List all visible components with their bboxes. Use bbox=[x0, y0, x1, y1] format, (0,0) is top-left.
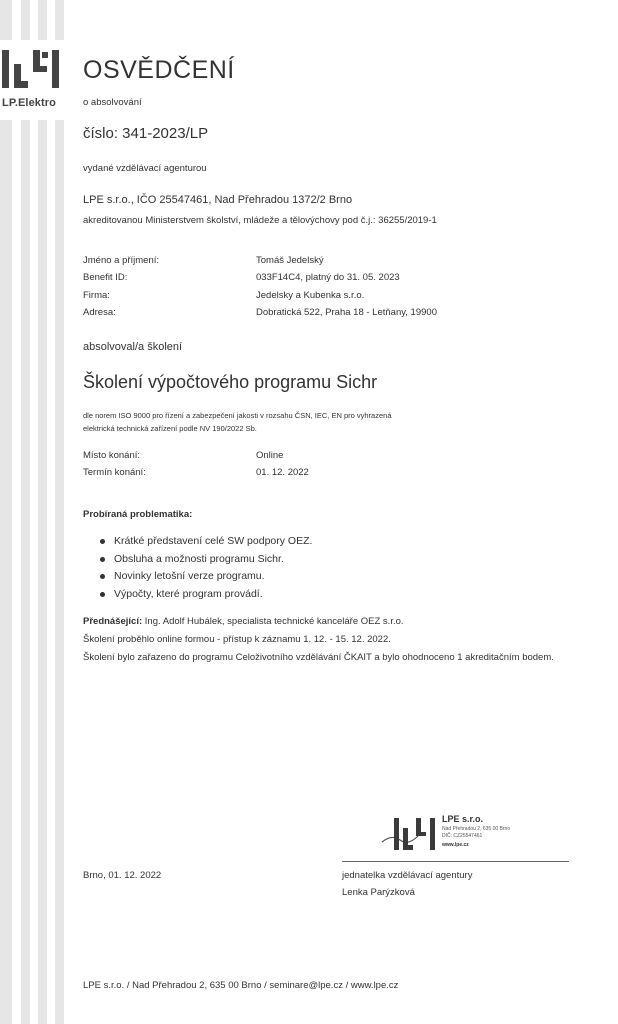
list-item: Novinky letošní verze programu. bbox=[100, 570, 312, 588]
topics-list bbox=[100, 535, 312, 605]
stamp-company: LPE s.r.o. bbox=[442, 814, 484, 824]
place-value: Online bbox=[256, 450, 284, 461]
list-item: Obsluha a možnosti programu Sichr. bbox=[100, 553, 312, 571]
lecturer-label: Přednášející: bbox=[83, 616, 143, 627]
norms-line-1: dle norem ISO 9000 pro řízení a zabezpečení jakosti v rozsahu ČSN, IEC, EN pro vyhrazená bbox=[83, 411, 392, 420]
signatory-name: Lenka Parýzková bbox=[342, 887, 415, 898]
signatory-role: jednatelka vzdělávací agentury bbox=[342, 870, 473, 881]
company-stamp bbox=[380, 812, 550, 856]
benefit-label: Benefit ID: bbox=[83, 272, 128, 283]
date-value: 01. 12. 2022 bbox=[256, 467, 309, 478]
date-label: Termín konání: bbox=[83, 467, 146, 478]
benefit-value: 033F14C4, platný do 31. 05. 2023 bbox=[256, 272, 400, 283]
signature-line bbox=[342, 861, 569, 862]
online-note: Školení proběhlo online formou - přístup k záznamu 1. 12. - 15. 12. 2022. bbox=[83, 634, 391, 645]
stamp-address: Nad Přehradou 2, 635 00 Brno bbox=[442, 826, 511, 832]
decorative-stripe-2 bbox=[21, 0, 30, 1024]
footer-contact: LPE s.r.o. / Nad Přehradou 2, 635 00 Brno / seminare@lpe.cz / www.lpe.cz bbox=[83, 980, 399, 991]
certificate-title: OSVĚDČENÍ bbox=[83, 56, 235, 84]
stamp-dic: DIČ: CZ25547461 bbox=[442, 833, 483, 839]
logo-wordmark: LP.Elektro bbox=[2, 97, 56, 109]
certificate-number: číslo: 341-2023/LP bbox=[83, 125, 209, 142]
decorative-stripe-1 bbox=[0, 0, 12, 1024]
topics-heading: Probíraná problematika: bbox=[83, 509, 193, 520]
agency-info: LPE s.r.o., IČO 25547461, Nad Přehradou 1372/2 Brno bbox=[83, 194, 353, 206]
address-label: Adresa: bbox=[83, 307, 116, 318]
completed-label: absolvoval/a školení bbox=[83, 341, 183, 353]
ckait-note: Školení bylo zařazeno do programu Celoživotního vzdělávání ČKAIT a bylo ohodnoceno 1 akreditačním bodem. bbox=[83, 652, 554, 663]
stamp-web: www.lpe.cz bbox=[442, 842, 469, 848]
decorative-stripe-3 bbox=[38, 0, 47, 1024]
list-item: Krátké představení celé SW podpory OEZ. bbox=[100, 535, 312, 553]
lecturer-value: Ing. Adolf Hubálek, specialista technické kanceláře OEZ s.r.o. bbox=[142, 616, 404, 627]
company-value: Jedelsky a Kubenka s.r.o. bbox=[256, 290, 365, 301]
place-date: Brno, 01. 12. 2022 bbox=[83, 870, 162, 881]
decorative-stripe-4 bbox=[55, 0, 64, 1024]
issued-by-label: vydané vzdělávací agenturou bbox=[83, 163, 207, 174]
name-value: Tomáš Jedelský bbox=[256, 255, 324, 266]
address-value: Dobratická 522, Praha 18 - Letňany, 19900 bbox=[256, 307, 437, 318]
lecturer-line bbox=[83, 616, 404, 627]
accreditation-info: akreditovanou Ministerstvem školství, mládeže a tělovýchovy pod č.j.: 36255/2019-1 bbox=[83, 215, 437, 226]
list-item: Výpočty, které program provádí. bbox=[100, 588, 312, 606]
company-label: Firma: bbox=[83, 290, 110, 301]
norms-line-2: elektrická technická zařízení podle NV 190/2022 Sb. bbox=[83, 424, 257, 433]
stamp-logo-icon bbox=[380, 812, 438, 856]
place-label: Místo konání: bbox=[83, 450, 141, 461]
course-name: Školení výpočtového programu Sichr bbox=[83, 372, 378, 392]
certificate-subtitle: o absolvování bbox=[83, 97, 142, 108]
lpe-logo-icon bbox=[0, 40, 66, 98]
name-label: Jméno a příjmení: bbox=[83, 255, 160, 266]
